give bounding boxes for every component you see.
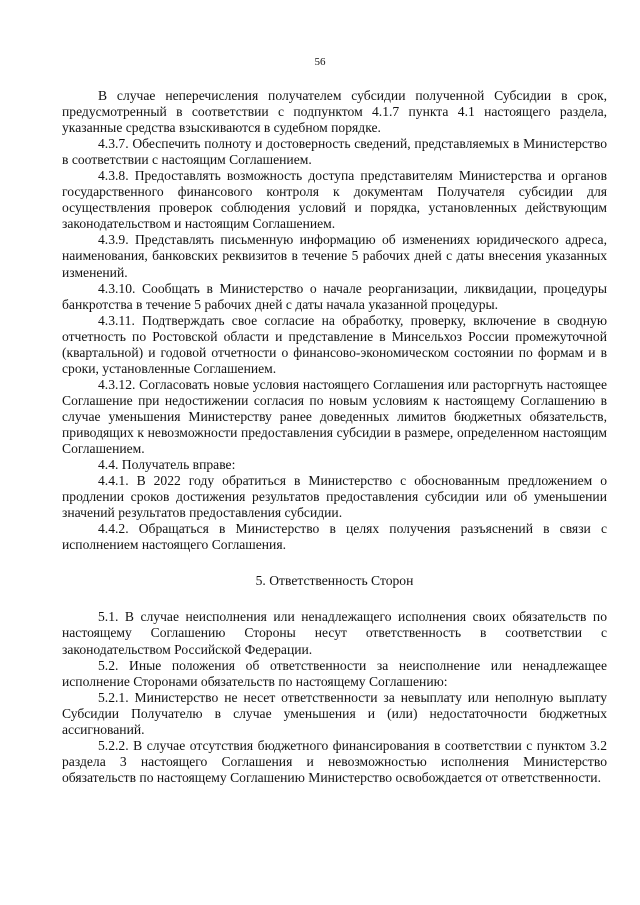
paragraph-4-3-11: 4.3.11. Подтверждать свое согласие на обработку, проверку, включение в сводную отчетность по Ростовской области и представление в Минсельхоз России промежуточной (квартальной) и годовой отчетности о финансово-экономическом состоянии по формам и в сроки, установленные Соглашением. (62, 312, 607, 376)
paragraph-5-1: 5.1. В случае неисполнения или ненадлежащего исполнения своих обязательств по настоящему Соглашению Стороны несут ответственность в соответствии с законодательством Российской Федерации. (62, 609, 607, 657)
paragraph-4-3-8: 4.3.8. Предоставлять возможность доступа представителям Министерства и органов государственного финансового контроля к документам Получателя субсидии для осуществления проверок соблюдения условий и порядка, установленных действующим законодательством и настоящим Соглашением. (62, 168, 607, 232)
paragraph-4-3-12: 4.3.12. Согласовать новые условия настоящего Соглашения или расторгнуть настоящее Соглашение при недостижении согласия по новым условиям к настоящему Соглашению в случае уменьшения Министерству ранее доведенных лимитов бюджетных обязательств, приводящих к невозможности предоставления субсидии в размере, определенном настоящим Соглашением. (62, 376, 607, 457)
paragraph-5-2: 5.2. Иные положения об ответственности за неисполнение или ненадлежащее исполнение Сторонами обязательств по настоящему Соглашению: (62, 657, 607, 689)
paragraph-4-3-10: 4.3.10. Сообщать в Министерство о начале реорганизации, ликвидации, процедуры банкротства в течение 5 рабочих дней с даты начала указанной процедуры. (62, 280, 607, 312)
paragraph-5-2-1: 5.2.1. Министерство не несет ответственности за невыплату или неполную выплату Субсидии Получателю в случае уменьшения и (или) недостаточности бюджетных ассигнований. (62, 689, 607, 737)
paragraph-4-3-7: 4.3.7. Обеспечить полноту и достоверность сведений, представляемых в Министерство в соответствии с настоящим Соглашением. (62, 136, 607, 168)
page-number: 56 (314, 56, 326, 68)
section-heading: 5. Ответственность Сторон (255, 573, 414, 589)
paragraph-4-4: 4.4. Получатель вправе: (98, 457, 236, 473)
paragraph-4-4-1: 4.4.1. В 2022 году обратиться в Министерство с обоснованным предложением о продлении сроков достижения результатов предоставления субсидии или об уменьшении значений результатов предоставления субсидии. (62, 473, 607, 521)
document-body (62, 88, 607, 786)
paragraph-subsidy-return: В случае неперечисления получателем субсидии полученной Субсидии в срок, предусмотренный в соответствии с подпунктом 4.1.7 пункта 4.1 настоящего раздела, указанные средства взыскиваются в судебном порядке. (62, 88, 607, 136)
paragraph-4-4-2: 4.4.2. Обращаться в Министерство в целях получения разъяснений в связи с исполнением настоящего Соглашения. (62, 521, 607, 553)
paragraph-4-3-9: 4.3.9. Представлять письменную информацию об изменениях юридического адреса, наименования, банковских реквизитов в течение 5 рабочих дней с даты внесения указанных изменений. (62, 232, 607, 280)
paragraph-5-2-2: 5.2.2. В случае отсутствия бюджетного финансирования в соответствии с пунктом 3.2 раздела 3 настоящего Соглашения и невозможностью исполнения Министерство обязательств по настоящему Соглашению Министерство освобождается от ответственности. (62, 737, 607, 785)
